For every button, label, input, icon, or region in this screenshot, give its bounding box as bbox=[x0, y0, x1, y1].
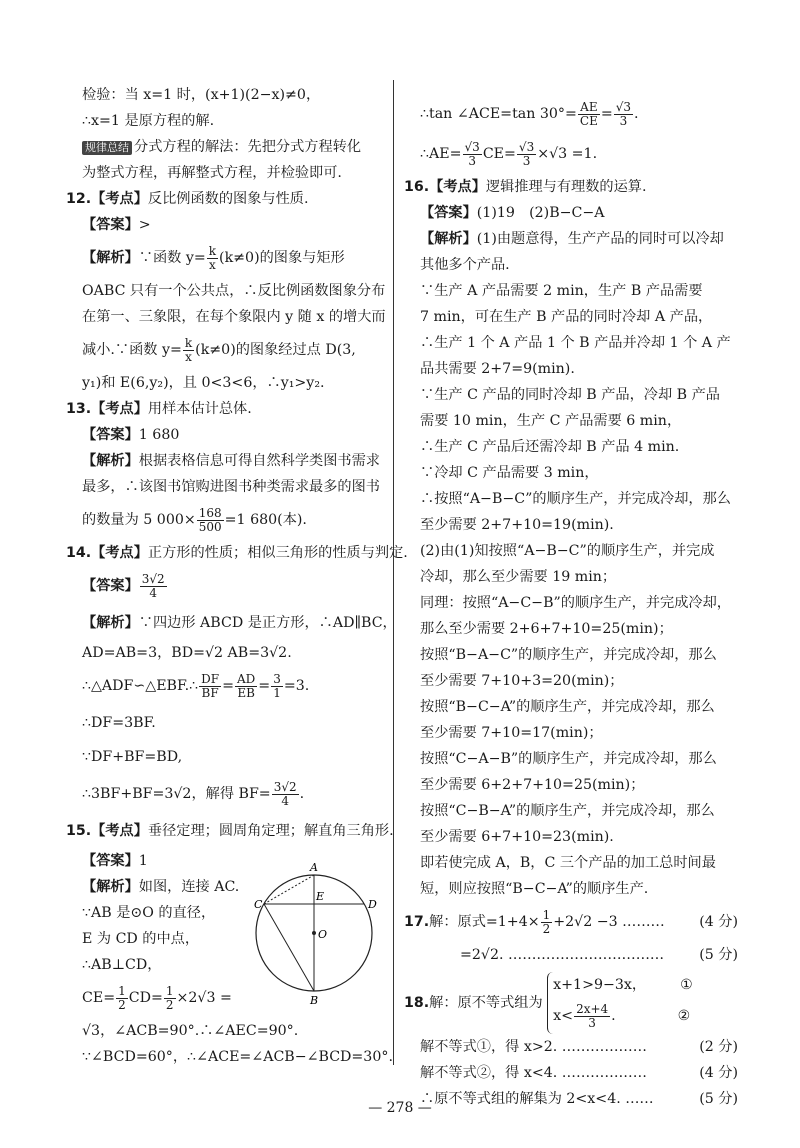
inequality-system bbox=[547, 972, 693, 1034]
q13-header: 13.【考点】用样本估计总体. bbox=[66, 401, 252, 417]
text-line: 最多，∴该图书馆购进图书种类需求最多的图书 bbox=[82, 479, 380, 495]
fraction: $\frac{k}{x}$ bbox=[184, 335, 193, 364]
text-line: 品共需要 2+7=9(min). bbox=[420, 361, 575, 377]
text-line: 冷却，那么至少需要 19 min； bbox=[420, 569, 617, 585]
text-line: ∴AE= $\frac{√3}{3}$ CE= $\frac{√3}{3}$ ×√3 =1. bbox=[420, 139, 598, 168]
circle-figure bbox=[252, 858, 392, 1008]
text-line: ∵生产 A 产品需要 2 min，生产 B 产品需要 bbox=[420, 283, 703, 299]
score: (5 分) bbox=[699, 947, 738, 963]
text-line: E 为 CD 的中点， bbox=[82, 931, 200, 947]
q18-step: 解不等式②，得 x<4. ……………… (4 分) bbox=[404, 1060, 738, 1086]
inequality-1: x+1>9−3x， ① bbox=[553, 977, 693, 993]
fraction: $\frac{√3}{3}$ bbox=[518, 139, 535, 168]
q14-explain: 【解析】∵四边形 ABCD 是正方形，∴AD∥BC， bbox=[82, 615, 397, 631]
segment-ac bbox=[264, 875, 314, 904]
fraction: $\frac{1}{2}$ bbox=[118, 983, 126, 1012]
fraction: $\frac{k}{x}$ bbox=[208, 243, 217, 272]
label-d: D bbox=[368, 898, 377, 911]
right-column bbox=[404, 94, 738, 1112]
text-line: ∵生产 C 产品的同时冷却 B 产品，冷却 B 产品 bbox=[420, 387, 720, 403]
text-line: ∴3BF+BF=3√2，解得 BF= $\frac{3√2}{4}$ . bbox=[82, 779, 305, 808]
score: (5 分) bbox=[699, 1091, 738, 1107]
text-line: 在第一、三象限，在每个象限内 y 随 x 的增大而 bbox=[82, 309, 386, 325]
column-divider bbox=[393, 80, 394, 1065]
q13-answer: 【答案】1 680 bbox=[82, 427, 180, 443]
q14-header: 14.【考点】正方形的性质；相似三角形的性质与判定. bbox=[66, 545, 408, 561]
q18-step: 解不等式①，得 x>2. ……………… (2 分) bbox=[404, 1034, 738, 1060]
text-line: (2)由(1)知按照“A−B−C”的顺序生产，并完成 bbox=[420, 543, 715, 559]
q17-line: 17.解：原式=1+4× $\frac{1}{2}$ +2√2 −3 ……… (4 分) bbox=[404, 902, 738, 942]
label-b: B bbox=[310, 994, 319, 1007]
fraction: $\frac{√3}{3}$ bbox=[615, 99, 632, 128]
text-line: ∵冷却 C 产品需要 3 min， bbox=[420, 465, 599, 481]
text-line: ∵DF+BF=BD, bbox=[82, 749, 183, 765]
text-line: 的数量为 5 000× $\frac{168}{500}$ =1 680(本). bbox=[82, 505, 307, 534]
text-line: 其他多个产品. bbox=[420, 257, 510, 273]
fraction: $\frac{3√2}{4}$ bbox=[141, 571, 165, 600]
fraction: $\frac{DF}{BF}$ bbox=[201, 671, 220, 700]
label-e: E bbox=[316, 890, 325, 903]
text-line: 至少需要 2+7+10=19(min). bbox=[420, 517, 614, 533]
q14-answer: 【答案】 $\frac{3√2}{4}$ bbox=[82, 571, 165, 600]
text-line: 减小.∵函数 y= $\frac{k}{x}$ (k≠0)的图象经过点 D(3, bbox=[82, 335, 356, 364]
q15-answer: 【答案】1 bbox=[82, 853, 148, 869]
q12-header: 12.【考点】反比例函数的图象与性质. bbox=[66, 191, 309, 207]
text-line: √3，∠ACB=90°.∴∠AEC=90°. bbox=[82, 1023, 299, 1039]
q12-answer: 【答案】> bbox=[82, 217, 151, 233]
tip-badge: 规律总结 bbox=[82, 141, 132, 155]
text-line: ∵∠BCD=60°，∴∠ACE=∠ACB−∠BCD=30°. bbox=[82, 1049, 393, 1065]
text-line: 按照“B−A−C”的顺序生产，并完成冷却，那么 bbox=[420, 647, 717, 663]
text-line: ∵AB 是⊙O 的直径， bbox=[82, 905, 216, 921]
text-line: ∴按照“A−B−C”的顺序生产，并完成冷却，那么 bbox=[420, 491, 731, 507]
text-line: 检验：当 x=1 时，(x+1)(2−x)≠0， bbox=[82, 87, 321, 103]
text-line: OABC 只有一个公共点，∴反比例函数图象分布 bbox=[82, 283, 386, 299]
text-line: ∴AB⊥CD， bbox=[82, 957, 162, 973]
text-line: 短，则应按照“B−C−A”的顺序生产. bbox=[420, 881, 649, 897]
text-line: 至少需要 7+10=17(min)； bbox=[420, 725, 603, 741]
text-line: 至少需要 6+7+10=23(min). bbox=[420, 829, 614, 845]
fraction: $\frac{3√2}{4}$ bbox=[273, 779, 297, 808]
label-c: C bbox=[254, 898, 263, 911]
fraction: $\frac{1}{2}$ bbox=[542, 907, 551, 936]
text-line: ∴生产 1 个 A 产品 1 个 B 产品并冷却 1 个 A 产 bbox=[420, 335, 731, 351]
text-line: ∴生产 C 产品后还需冷却 B 产品 4 min. bbox=[420, 439, 680, 455]
text-line: y₁)和 E(6,y₂)，且 0<3<6，∴y₁>y₂. bbox=[82, 375, 325, 391]
q16-explain: 【解析】(1)由题意得，生产产品的同时可以冷却 bbox=[420, 231, 724, 247]
q17-line: =2√2. …………………………… (5 分) bbox=[404, 942, 738, 968]
fraction: $\frac{3}{1}$ bbox=[273, 671, 281, 700]
q15-header: 15.【考点】垂径定理；圆周角定理；解直角三角形. bbox=[66, 823, 394, 839]
tip-line: 规律总结 分式方程的解法：先把分式方程转化 bbox=[66, 134, 388, 160]
q12-explain: 【解析】∵函数 y= $\frac{k}{x}$ (k≠0)的图象与矩形 bbox=[82, 243, 345, 272]
text-line: 需要 10 min，生产 C 产品需要 6 min， bbox=[420, 413, 682, 429]
fraction: $\frac{2x+4}{3}$ bbox=[576, 1001, 609, 1030]
text-line: 至少需要 7+10+3=20(min)； bbox=[420, 673, 624, 689]
q18-step: ∴原不等式组的解集为 2<x<4. …… (5 分) bbox=[404, 1086, 738, 1112]
page-number: — 278 — bbox=[368, 1100, 432, 1116]
q16-header: 16.【考点】逻辑推理与有理数的运算. bbox=[404, 179, 647, 195]
fraction: $\frac{168}{500}$ bbox=[198, 505, 222, 534]
text-line: 7 min，可在生产 B 产品的同时冷却 A 产品， bbox=[420, 309, 713, 325]
score: (4 分) bbox=[699, 914, 738, 930]
inequality-2: x< $\frac{2x+4}{3}$ . ② bbox=[553, 1001, 691, 1030]
text-line: 按照“C−A−B”的顺序生产，并完成冷却，那么 bbox=[420, 751, 717, 767]
text-line: 那么至少需要 2+6+7+10=25(min)； bbox=[420, 621, 673, 637]
q18-system: 18.解：原不等式组为 x+1>9−3x， ① x< $\frac{2x+4}{3}$ . ② bbox=[404, 972, 738, 1034]
label-o: O bbox=[318, 928, 328, 941]
label-a: A bbox=[310, 861, 318, 874]
text-line: 按照“C−B−A”的顺序生产，并完成冷却，那么 bbox=[420, 803, 715, 819]
fraction: $\frac{√3}{3}$ bbox=[464, 139, 480, 168]
fraction: $\frac{1}{2}$ bbox=[165, 983, 174, 1012]
text-line: ∴DF=3BF. bbox=[82, 715, 156, 731]
text-line: 至少需要 6+2+7+10=25(min)； bbox=[420, 777, 645, 793]
text-line: CE= $\frac{1}{2}$ CD= $\frac{1}{2}$ ×2√3 = bbox=[82, 983, 232, 1012]
fraction: $\frac{AE}{CE}$ bbox=[579, 99, 598, 128]
tip-line: 为整式方程，再解整式方程，并检验即可. bbox=[82, 165, 342, 181]
text-line: 按照“B−C−A”的顺序生产，并完成冷却，那么 bbox=[420, 699, 715, 715]
text-line: 即若使完成 A，B，C 三个产品的加工总时间最 bbox=[420, 855, 716, 871]
text-line: AD=AB=3，BD=√2 AB=3√2. bbox=[82, 645, 292, 661]
q13-explain: 【解析】根据表格信息可得自然科学类图书需求 bbox=[82, 453, 380, 469]
score: (4 分) bbox=[699, 1065, 738, 1081]
q15-explain: 【解析】如图，连接 AC. bbox=[82, 879, 240, 895]
text-line: ∴x=1 是原方程的解. bbox=[82, 113, 215, 129]
center-point bbox=[312, 931, 316, 935]
text-line: ∴△ADF∽△EBF.∴ $\frac{DF}{BF}$ = $\frac{AD}{EB}$ = $\frac{3}{1}$ =3. bbox=[82, 671, 310, 700]
q16-answer: 【答案】(1)19 (2)B−C−A bbox=[420, 205, 605, 221]
text-line: 同理：按照“A−C−B”的顺序生产，并完成冷却， bbox=[420, 595, 731, 611]
fraction: $\frac{AD}{EB}$ bbox=[237, 671, 256, 700]
score: (2 分) bbox=[699, 1039, 738, 1055]
segment-cb bbox=[264, 904, 314, 991]
text-line: ∴tan ∠ACE=tan 30°= $\frac{AE}{CE}$ = $\frac{√3}{3}$ . bbox=[420, 99, 639, 128]
